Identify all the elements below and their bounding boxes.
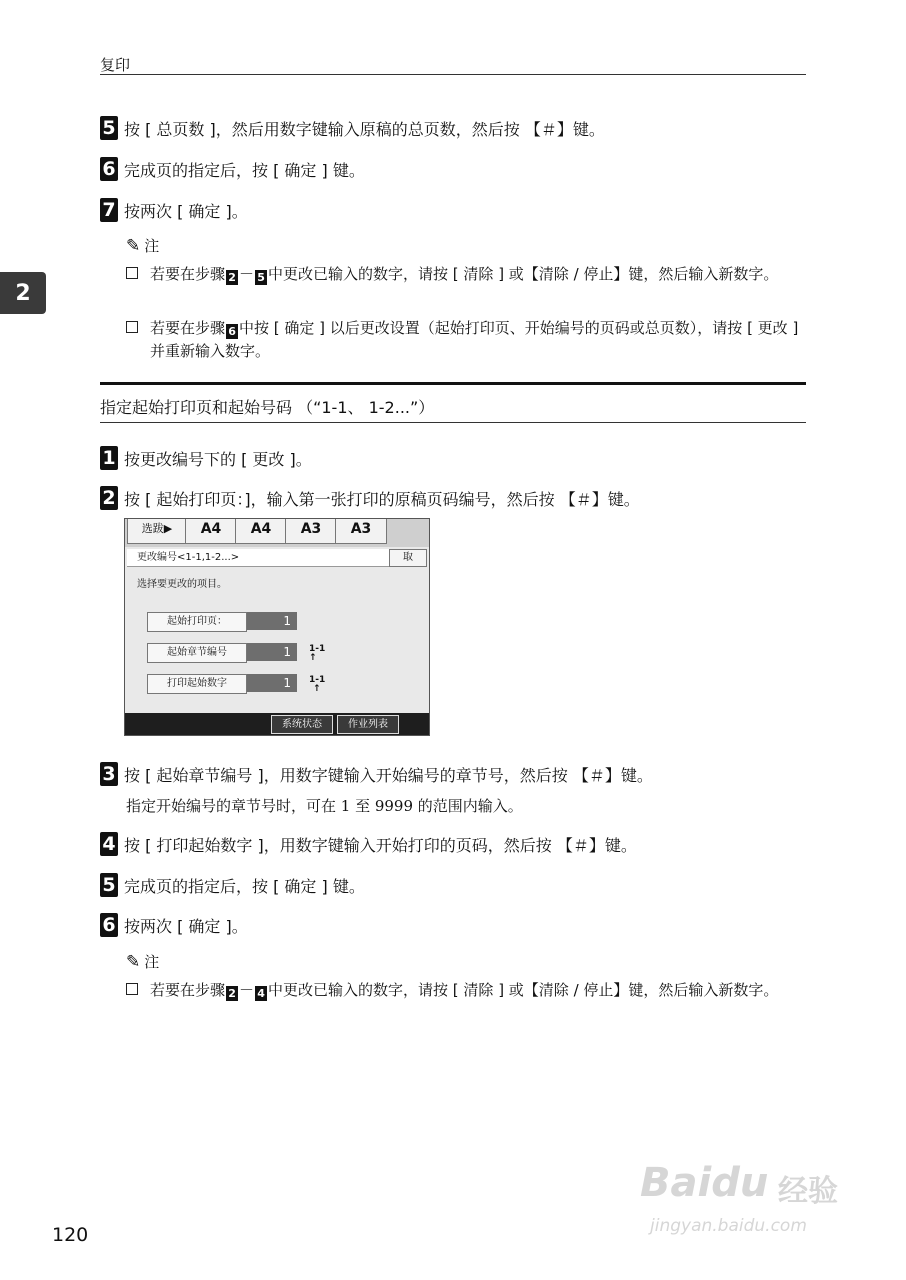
cancel-button[interactable]: 取 — [389, 549, 427, 567]
section-title: 指定起始打印页和起始号码 （“1-1、 1-2...”） — [100, 398, 435, 417]
pencil-icon: ✎ — [126, 235, 141, 256]
step-3-detail: 指定开始编号的章节号时，可在 1 至 9999 的范围内输入。 — [126, 797, 523, 815]
note-heading — [126, 235, 159, 256]
note-text-pre: 若要在步骤 — [150, 981, 226, 999]
step-ref: 5 — [255, 270, 267, 285]
checkbox-bullet-icon — [126, 321, 138, 333]
note-item — [126, 979, 802, 1002]
step-text: 按两次 [ 确定 ]。 — [124, 916, 248, 936]
step-5-total-pages — [100, 116, 605, 140]
system-status-button[interactable]: 系统状态 — [271, 715, 333, 734]
start-print-page-value: 1 — [247, 612, 297, 630]
hint-text: 1-1 — [309, 675, 326, 685]
note-heading — [126, 951, 159, 972]
note-title: 注 — [144, 237, 160, 255]
section-rule-bottom — [100, 422, 806, 423]
step-number: 6 — [100, 157, 118, 181]
paper-tab[interactable]: A4 — [185, 519, 237, 544]
baidu-watermark — [640, 1140, 860, 1250]
note-text-pre: 若要在步骤 — [150, 265, 226, 283]
paper-tabs — [125, 519, 429, 547]
bottom-status-bar — [125, 713, 429, 735]
watermark-url: jingyan.baidu.com — [650, 1216, 807, 1236]
step-ref: 6 — [226, 324, 238, 339]
step-text: 完成页的指定后，按 [ 确定 ] 键。 — [124, 160, 365, 180]
paper-tab[interactable]: A3 — [285, 519, 337, 544]
step-ref: 2 — [226, 270, 238, 285]
up-arrow-icon: ↑ — [313, 684, 321, 694]
step-text: 按两次 [ 确定 ]。 — [124, 201, 248, 221]
note-text-pre: 若要在步骤 — [150, 319, 226, 337]
paper-tab[interactable]: A4 — [235, 519, 287, 544]
number-hint — [309, 676, 325, 694]
step-text: 按 [ 总页数 ]，然后用数字键输入原稿的总页数，然后按 【＃】键。 — [124, 119, 605, 139]
step-3-chapter — [100, 762, 653, 786]
watermark-cn: 经验 — [778, 1174, 838, 1209]
step-number: 2 — [100, 486, 118, 510]
note-item — [126, 263, 802, 286]
step-7-press-twice — [100, 198, 248, 222]
dialog-title: 更改编号<1-1,1-2...> — [137, 552, 240, 563]
step-5-confirm — [100, 873, 365, 897]
up-arrow-icon: ↑ — [309, 653, 317, 663]
step-1-change — [100, 446, 312, 470]
step-number: 7 — [100, 198, 118, 222]
running-header: 复印 — [100, 56, 131, 74]
job-list-button[interactable]: 作业列表 — [337, 715, 399, 734]
note-item — [126, 317, 802, 363]
step-2-start-page — [100, 486, 640, 510]
step-text: 按 [ 起始打印页：]，输入第一张打印的原稿页码编号，然后按 【＃】键。 — [124, 489, 640, 509]
step-ref: 4 — [255, 986, 267, 1001]
step-number: 4 — [100, 832, 118, 856]
step-number: 5 — [100, 873, 118, 897]
note-title: 注 — [144, 953, 160, 971]
control-panel-screenshot — [124, 518, 430, 736]
step-text: 按 [ 打印起始数字 ]，用数字键输入开始打印的页码，然后按 【＃】键。 — [124, 835, 637, 855]
page-number: 120 — [52, 1224, 89, 1246]
dash: － — [239, 981, 255, 999]
chapter-hint — [309, 645, 325, 663]
print-start-number-button[interactable]: 打印起始数字 — [147, 674, 247, 694]
chapter-tab: 2 — [0, 272, 46, 314]
step-text: 完成页的指定后，按 [ 确定 ] 键。 — [124, 876, 365, 896]
step-4-print-start — [100, 832, 637, 856]
start-chapter-number-button[interactable]: 起始章节编号 — [147, 643, 247, 663]
print-start-number-value: 1 — [247, 674, 297, 692]
note-text-post: 中按 [ 确定 ] 以后更改设置（起始打印页、开始编号的页码或总页数），请按 [ 更改 ] 并重新输入数字。 — [150, 319, 799, 360]
step-6-confirm — [100, 157, 365, 181]
step-number: 5 — [100, 116, 118, 140]
dash: － — [239, 265, 255, 283]
step-6-press-twice — [100, 913, 248, 937]
checkbox-bullet-icon — [126, 983, 138, 995]
hint-text: 1-1 — [309, 644, 326, 654]
section-rule-top — [100, 382, 806, 385]
paper-tab[interactable]: A3 — [335, 519, 387, 544]
step-number: 1 — [100, 446, 118, 470]
watermark-logo: Baidu — [640, 1160, 769, 1206]
dialog-title-bar — [127, 549, 427, 567]
start-print-page-button[interactable]: 起始打印页： — [147, 612, 247, 632]
checkbox-bullet-icon — [126, 267, 138, 279]
pencil-icon: ✎ — [126, 951, 141, 972]
step-ref: 2 — [226, 986, 238, 1001]
step-text: 按更改编号下的 [ 更改 ]。 — [124, 449, 312, 469]
step-text: 按 [ 起始章节编号 ]，用数字键输入开始编号的章节号，然后按 【＃】键。 — [124, 765, 653, 785]
step-number: 6 — [100, 913, 118, 937]
paper-tab[interactable]: 选跋▶ — [127, 519, 187, 544]
step-number: 3 — [100, 762, 118, 786]
start-chapter-number-value: 1 — [247, 643, 297, 661]
instruction-text: 选择要更改的项目。 — [137, 579, 227, 590]
note-text-post: 中更改已输入的数字，请按 [ 清除 ] 或【清除 / 停止】键，然后输入新数字。 — [268, 981, 779, 999]
header-rule — [100, 74, 806, 75]
note-text-post: 中更改已输入的数字，请按 [ 清除 ] 或【清除 / 停止】键，然后输入新数字。 — [268, 265, 779, 283]
